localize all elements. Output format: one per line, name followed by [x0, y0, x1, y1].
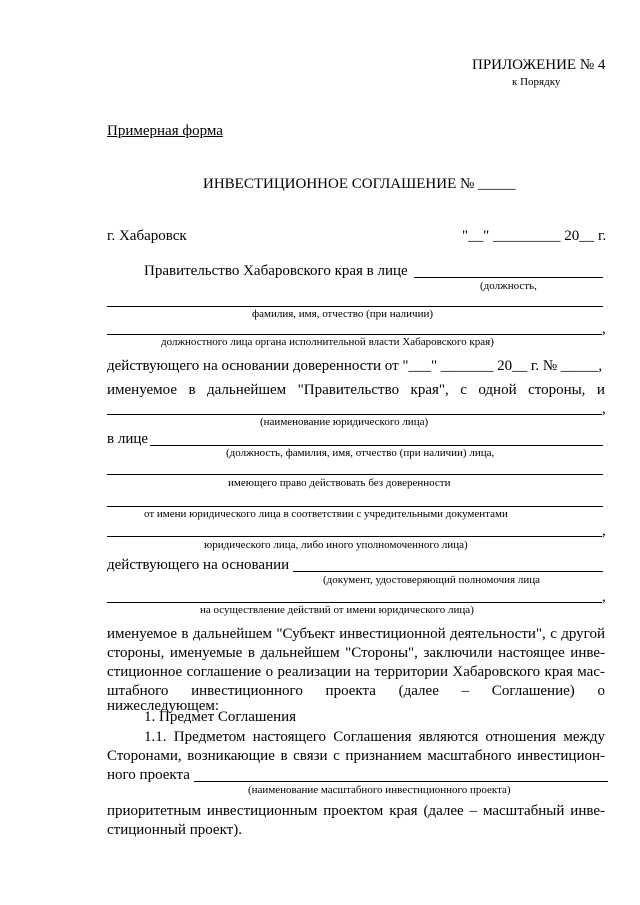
blank-line-exercise: [107, 602, 602, 603]
blank-line-fio: [107, 306, 603, 307]
city: г. Хабаровск: [107, 228, 187, 244]
acting-by-proxy: действующего на основании доверенности от "___" _______ 20__ г. № _____,: [107, 358, 603, 374]
hint-position-fio: (должность, фамилия, имя, отчество (при наличии) лица,: [226, 447, 495, 459]
word: дальнейшем: [207, 382, 287, 398]
paragraph-line: именуемое в дальнейшем "Субъект инвестиционной деятельности", с другой: [107, 626, 605, 642]
word: стороны,: [528, 382, 586, 398]
blank-line-legal-name: [107, 414, 602, 415]
appendix-subtitle: к Порядку: [512, 76, 561, 88]
comma-4: ,: [602, 589, 606, 605]
hint-fio: фамилия, имя, отчество (при наличии): [252, 308, 434, 320]
acting-on-basis: действующего на основании: [107, 557, 290, 573]
word: именуемое: [107, 382, 177, 398]
hint-exercise: на осуществление действий от имени юридического лица): [200, 604, 474, 616]
hint-official: должностного лица органа исполнительной власти Хабаровского края): [161, 336, 494, 348]
paragraph-line: приоритетным инвестиционным проектом края (далее – масштабный инве-: [107, 803, 605, 819]
blank-line-project: [194, 781, 608, 782]
referred-government-line: [107, 383, 605, 398]
appendix-number: ПРИЛОЖЕНИЕ № 4: [472, 57, 606, 73]
word: в: [188, 382, 196, 398]
blank-line-right: [107, 474, 603, 475]
paragraph-line: Сторонами, возникающие в связи с признанием масштабного инвестицион-: [107, 748, 605, 764]
comma-3: ,: [602, 523, 606, 539]
paragraph-line: стиционный проект).: [107, 822, 242, 838]
paragraph-line: 1.1. Предметом настоящего Соглашения являются отношения между: [144, 729, 605, 745]
paragraph-line: стиционное соглашение о реализации на территории Хабаровского края мас-: [107, 664, 605, 680]
paragraph-line: штабного инвестиционного проекта (далее – Соглашение) о нижеследующем:: [107, 683, 605, 714]
blank-line-other: [107, 536, 602, 537]
hint-right-without-proxy: имеющего право действовать без доверенности: [228, 477, 451, 489]
hint-legal-name: (наименование юридического лица): [260, 416, 429, 428]
blank-line-representative: [150, 445, 603, 446]
word: края",: [410, 382, 449, 398]
paragraph-line: ного проекта: [107, 767, 190, 783]
word: одной: [478, 382, 517, 398]
blank-line-official: [107, 334, 602, 335]
hint-on-behalf: от имени юридического лица в соответствии с учредительными документами: [144, 508, 508, 520]
blank-line-basis: [293, 571, 603, 572]
agreement-date: "__" _________ 20__ г.: [462, 228, 607, 244]
form-label: Примерная форма: [107, 123, 223, 139]
comma-1: ,: [602, 321, 606, 337]
word: и: [596, 382, 605, 398]
hint-project-name: (наименование масштабного инвестиционного проекта): [248, 784, 511, 796]
document-title: ИНВЕСТИЦИОННОЕ СОГЛАШЕНИЕ № _____: [203, 176, 516, 192]
section-heading: 1. Предмет Соглашения: [144, 709, 297, 725]
hint-document: (документ, удостоверяющий полномочия лица: [323, 574, 540, 586]
comma-2: ,: [602, 401, 606, 417]
word: "Правительство: [297, 382, 400, 398]
paragraph-line: стороны, именуемые в дальнейшем "Стороны", заключили настоящее инве-: [107, 645, 605, 661]
in-person-label: в лице: [107, 431, 149, 447]
hint-position: (должность,: [480, 280, 537, 292]
government-in-person: Правительство Хабаровского края в лице: [144, 263, 408, 279]
blank-line-on-behalf: [107, 506, 603, 507]
word: с: [460, 382, 467, 398]
blank-line-position: [414, 277, 603, 278]
hint-or-other: юридического лица, либо иного уполномоченного лица): [204, 539, 468, 551]
